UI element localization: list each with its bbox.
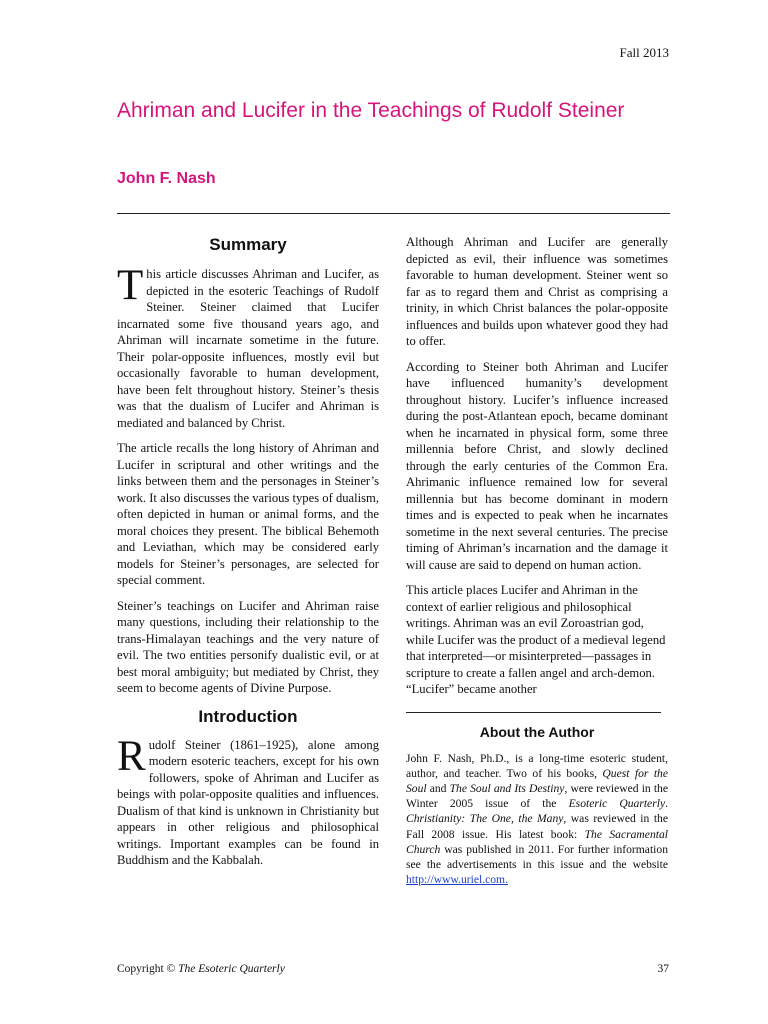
book-title: Quest for the Soul [406,766,668,795]
bio-text: , was reviewed in the Fall 2008 issue. His latest book: [406,812,668,841]
introduction-heading: Introduction [198,706,298,726]
summary-paragraph-1-text: his article discusses Ahriman and Lucifer, as depicted in the esoteric Teachings of Rudolf Steiner. Steiner claimed that Lucifer incarnated some five thousand years ago, and Ahriman will incarnate sometime in the future. Their polar-opposite influences, mostly evil but occasionally favorable to human development, have been felt throughout history. Steiner’s thesis was that the dualism of Lucifer and Ahriman is mediated and balanced by Christ. [117,267,379,430]
bio-text: John F. Nash, Ph.D., is a long-time esoteric student, author, and teacher. Two of his books, [406,751,668,780]
summary-paragraph-3: Steiner’s teachings on Lucifer and Ahriman raise many questions, including their relationship to the trans-Himalayan teachings and the very nature of evil. The two entities personify dualistic evil, or at best moral ambiguity; but mediated by Christ, they seem to become agents of Divine Purpose. [117,598,379,695]
summary-paragraph-1 [117,262,379,431]
author-bio [406,751,668,888]
issue-date: Fall 2013 [619,45,669,60]
summary-paragraph-4: Although Ahriman and Lucifer are generally depicted as evil, their influence was sometimes favorable to human development. Steiner went so far as to regard them and Christ as comprising a trinity, in which Christ balances the polar-opposite influences and builds upon whatever good they had to offer. [406,235,668,348]
introduction-paragraph-1-text: udolf Steiner (1861–1925), alone among modern esoteric teachers, except for his own followers, spoke of Ahriman and Lucifer as beings with polar-opposite qualities and influences. Dualism of that kind is unknown in Christianity but appears in other religious and philosophical writings. Important examples can be found in Buddhism and the Kabbalah. [117,737,379,867]
book-title: Christianity: The One, the Many [406,812,564,826]
footnote-divider [406,712,661,713]
article-title: Ahriman and Lucifer in the Teachings of Rudolf Steiner [117,99,625,122]
summary-paragraph-5: According to Steiner both Ahriman and Lucifer have influenced humanity’s development throughout history. Lucifer’s influence increased during the post-Atlantean epoch, became dominant when he incarnated in physical form, some three millennia before Christ, and slowly declined through the early centuries of the Common Era. Ahrimanic influence remained low for several millennia but has become dominant in modern times and is expected to peak when he incarnates sometime in the next several centuries. The precise timing of Ahriman’s incarnation and the damage it will cause are said to depend on human action. [406,359,668,572]
copyright-label: Copyright © [117,963,176,975]
bio-text: and [426,781,450,795]
journal-title: Esoteric Quarterly [568,797,666,811]
about-author-heading: About the Author [479,723,595,740]
bio-text: , were reviewed in the Winter 2005 issue of the [406,781,668,811]
summary-heading: Summary [209,235,287,254]
drop-cap: T [117,262,144,309]
bio-text: was published in 2011. For further information see the advertisements in this issue and the website [406,842,668,871]
website-link[interactable]: http://www.uriel.com. [406,873,508,887]
summary-paragraph-2: The article recalls the long history of Ahriman and Lucifer in scriptural and other writings and the links between them and the personages in Steiner’s work. It also discusses the various types of dualism, often depicted in human or animal forms, and the moral choices they present. The biblical Behemoth and Leviathan, which may be considered early models for Steiner’s personages, are selected for special comment. [117,441,379,587]
left-column [117,234,379,878]
drop-cap: R [117,732,146,780]
page-number: 37 [657,963,669,975]
copyright-footer [117,963,285,975]
article-author: John F. Nash [117,170,216,187]
right-column [406,234,668,896]
bio-text: . [665,797,668,811]
book-title: The Soul and Its Destiny [449,781,565,795]
summary-paragraph-6: This article places Lucifer and Ahriman in the context of earlier religious and philosophical writings. Ahriman was an evil Zoroastrian god, while Lucifer was the product of a medieval legend that interpreted—or misinterpreted—passages in scripture to create a fallen angel and arch-demon. “Lucifer” became another [406,583,666,696]
journal-name: The Esoteric Quarterly [178,963,285,975]
book-title: The Sacramental Church [406,827,668,856]
title-divider [117,213,670,214]
introduction-paragraph-1 [117,732,379,869]
